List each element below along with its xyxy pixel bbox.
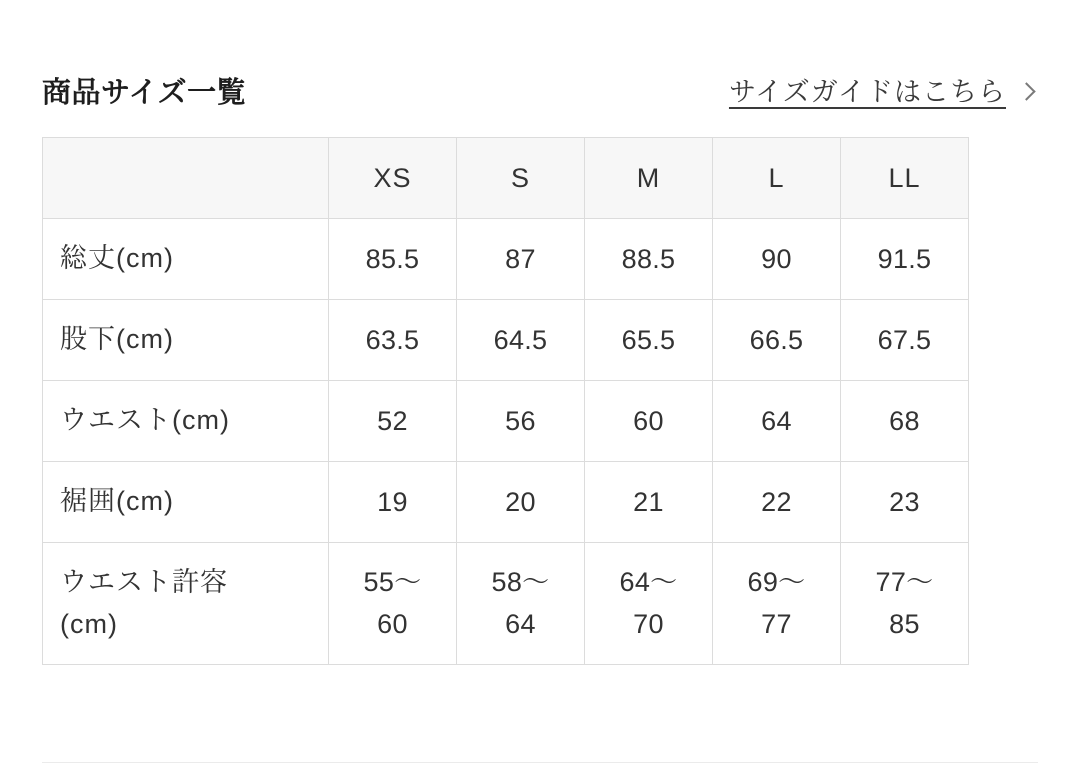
table-cell-line2: 64 [505, 608, 536, 639]
table-cell-line2: 77 [761, 608, 792, 639]
page-header [42, 52, 1038, 110]
table-cell: 65.5 [585, 300, 713, 381]
row-label [43, 543, 329, 665]
size-table [42, 137, 969, 665]
table-cell: 85.5 [329, 219, 457, 300]
column-header-ll: LL [841, 138, 969, 219]
table-row [43, 543, 969, 665]
table-cell: 68 [841, 381, 969, 462]
column-header-xs: XS [329, 138, 457, 219]
table-cell: 88.5 [585, 219, 713, 300]
table-cell-line1: 58〜 [491, 566, 550, 597]
size-table-wrapper [42, 137, 1052, 665]
size-guide-link[interactable]: サイズガイドはこちら [728, 77, 1006, 108]
table-row [43, 462, 969, 543]
table-cell: 67.5 [841, 300, 969, 381]
table-row [43, 219, 969, 300]
chevron-right-icon [1016, 82, 1038, 104]
size-guide-link-wrapper[interactable] [729, 78, 1038, 110]
table-cell-line2: 85 [889, 608, 920, 639]
table-cell: 64 [713, 381, 841, 462]
table-cell: 64.5 [457, 300, 585, 381]
table-cell: 63.5 [329, 300, 457, 381]
row-label: 総丈(cm) [43, 219, 329, 300]
table-cell-line1: 64〜 [619, 566, 678, 597]
table-cell: 91.5 [841, 219, 969, 300]
table-cell: 21 [585, 462, 713, 543]
table-cell [713, 543, 841, 665]
table-cell: 52 [329, 381, 457, 462]
row-label: 裾囲(cm) [43, 462, 329, 543]
row-label-line1: ウエスト許容 [60, 566, 228, 597]
table-row [43, 300, 969, 381]
size-table-body [43, 219, 969, 665]
table-cell [457, 543, 585, 665]
table-cell-line1: 69〜 [747, 566, 806, 597]
table-cell [585, 543, 713, 665]
column-header-m: M [585, 138, 713, 219]
table-cell: 90 [713, 219, 841, 300]
row-label: 股下(cm) [43, 300, 329, 381]
table-cell: 66.5 [713, 300, 841, 381]
table-cell-line2: 60 [377, 608, 408, 639]
page-title: 商品サイズ一覧 [42, 77, 247, 109]
table-cell: 22 [713, 462, 841, 543]
row-label-line2: (cm) [60, 608, 118, 639]
table-cell-line1: 55〜 [363, 566, 422, 597]
table-corner-cell [43, 138, 329, 219]
table-cell: 60 [585, 381, 713, 462]
table-cell: 56 [457, 381, 585, 462]
table-cell [841, 543, 969, 665]
column-header-s: S [457, 138, 585, 219]
row-label: ウエスト(cm) [43, 381, 329, 462]
table-cell: 87 [457, 219, 585, 300]
page-bottom-divider [42, 762, 1038, 763]
table-cell-line1: 77〜 [875, 566, 934, 597]
table-cell: 19 [329, 462, 457, 543]
table-cell: 23 [841, 462, 969, 543]
table-cell-line2: 70 [633, 608, 664, 639]
table-row [43, 381, 969, 462]
column-header-l: L [713, 138, 841, 219]
table-cell [329, 543, 457, 665]
table-header-row [43, 138, 969, 219]
size-table-head [43, 138, 969, 219]
table-cell: 20 [457, 462, 585, 543]
